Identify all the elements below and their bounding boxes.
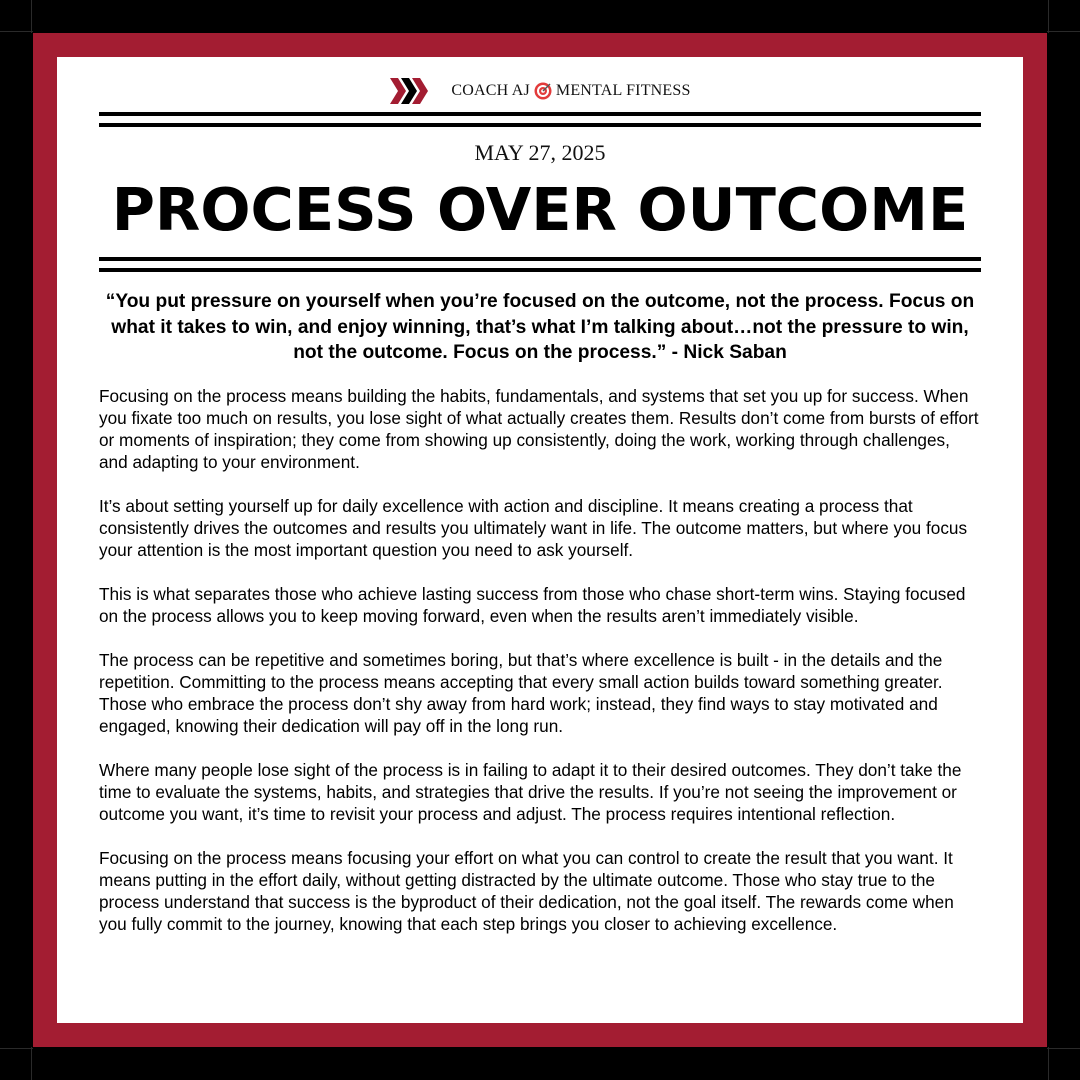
corner-line <box>31 0 32 33</box>
triple-chevron-icon <box>389 76 431 106</box>
title-rule <box>99 257 981 261</box>
page-title: PROCESS OVER OUTCOME <box>111 175 969 244</box>
body-paragraph: Where many people lose sight of the process is in failing to adapt it to their desired outcomes. They don’t take the time to evaluate the systems, habits, and strategies that drive the results. If you’re not seeing the improvement or outcome you want, it’s time to revisit your process and adjust. The process requires intentional reflection. <box>99 760 962 824</box>
brand-name-coach: COACH AJ <box>451 82 530 99</box>
corner-line <box>31 1047 32 1080</box>
header-rule <box>99 123 981 127</box>
corner-line <box>1047 31 1080 32</box>
brand-name <box>451 82 690 100</box>
corner-line <box>1048 1047 1049 1080</box>
brand-header <box>0 76 1080 106</box>
article-body <box>99 385 983 957</box>
publish-date: MAY 27, 2025 <box>474 140 606 165</box>
body-paragraph: Focusing on the process means focusing your effort on what you can control to create the result that you want. It means putting in the effort daily, without getting distracted by the ultimate outcome. Those who stay true to the process understand that success is the byproduct of their dedication, not the goal itself. The rewards come when you fully commit to the journey, knowing that each step brings you closer to achieving excellence. <box>99 848 954 934</box>
body-paragraph: This is what separates those who achieve lasting success from those who chase short-term wins. Staying focused on the process allows you to keep moving forward, even when the results aren’t immediately visible. <box>99 584 966 626</box>
body-paragraph: It’s about setting yourself up for daily excellence with action and discipline. It means creating a process that consistently drives the outcomes and results you ultimately want in life. The outcome matters, but where you focus your attention is the most important question you need to ask yourself. <box>99 496 968 560</box>
body-paragraph: The process can be repetitive and sometimes boring, but that’s where excellence is built - in the details and the repetition. Committing to the process means accepting that every small action builds toward something greater. Those who embrace the process don’t shy away from hard work; instead, they find ways to stay motivated and engaged, knowing their dedication will pay off in the long run. <box>99 650 943 736</box>
featured-quote: “You put pressure on yourself when you’re focused on the outcome, not the process. Focus on what it takes to win, and enjoy winning, that’s what I’m talking about…not the pressure to win, not the outcome. Focus on the process.” - Nick Saban <box>105 291 975 363</box>
corner-line <box>0 31 33 32</box>
corner-line <box>0 1048 33 1049</box>
brand-name-fitness: MENTAL FITNESS <box>555 82 691 99</box>
title-rule <box>99 268 981 272</box>
target-icon <box>534 82 552 100</box>
body-paragraph: Focusing on the process means building the habits, fundamentals, and systems that set you up for success. When you fixate too much on results, you lose sight of what actually creates them. Results don’t come from bursts of effort or moments of inspiration; they come from showing up consistently, doing the work, working through challenges, and adapting to your environment. <box>99 386 979 472</box>
corner-line <box>1047 1048 1080 1049</box>
header-rule <box>99 112 981 116</box>
corner-line <box>1048 0 1049 33</box>
